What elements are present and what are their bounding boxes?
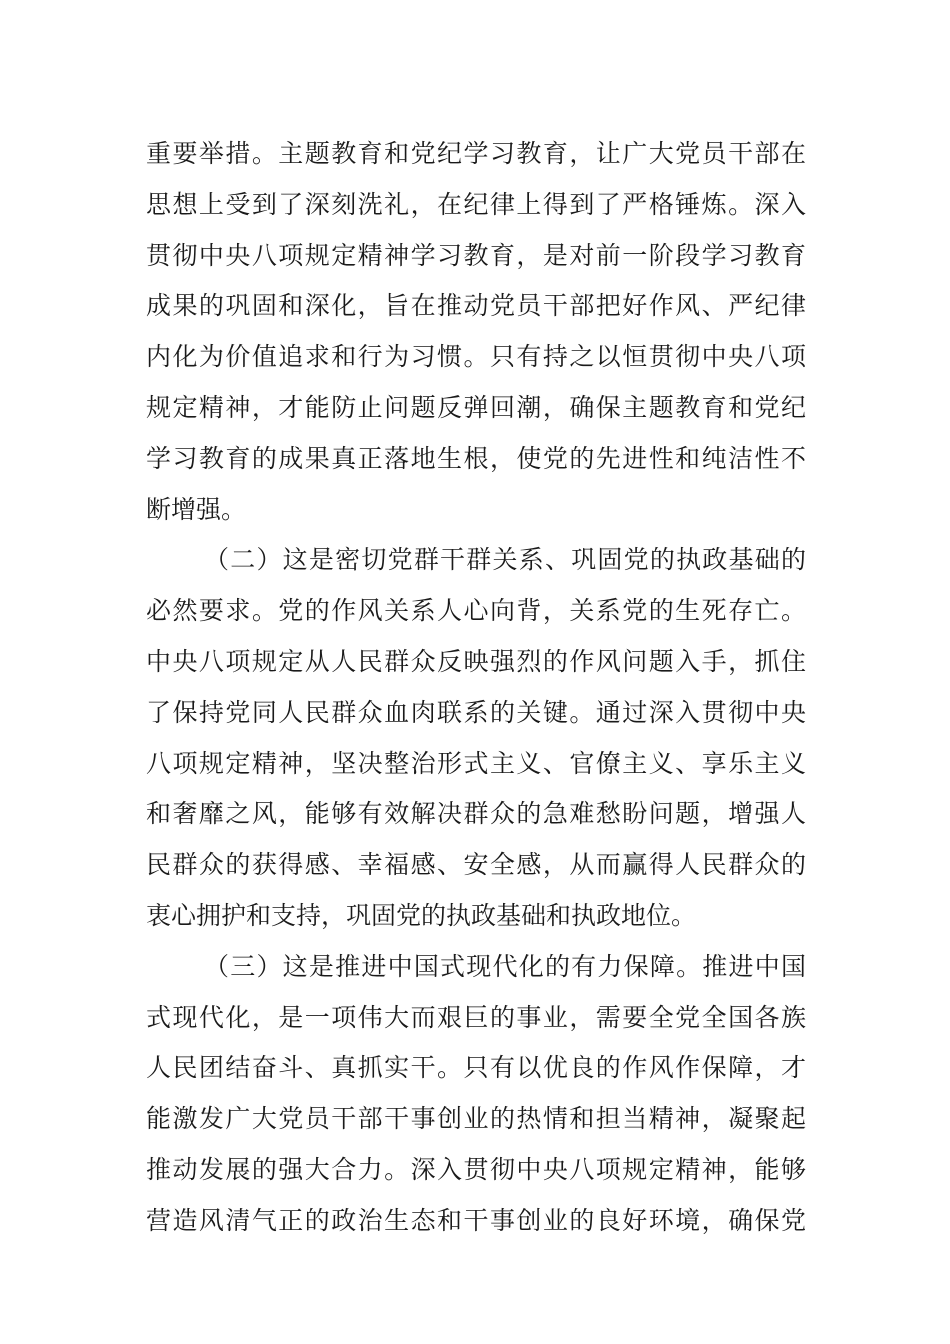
text-line: 必然要求。党的作风关系人心向背，关系党的生死存亡。 [146,596,806,626]
text-line: 学习教育的成果真正落地生根，使党的先进性和纯洁性不 [146,443,806,473]
text-line: 成果的巩固和深化，旨在推动党员干部把好作风、严纪律 [146,291,806,321]
text-line: 中央八项规定从人民群众反映强烈的作风问题入手，抓住 [146,646,806,676]
text-line: 推动发展的强大合力。深入贯彻中央八项规定精神，能够 [146,1154,806,1184]
text-line: 内化为价值追求和行为习惯。只有持之以恒贯彻中央八项 [146,342,806,372]
text-line: 能激发广大党员干部干事创业的热情和担当精神，凝聚起 [146,1104,806,1134]
text-line: 和奢靡之风，能够有效解决群众的急难愁盼问题，增强人 [146,799,806,829]
text-line: 断增强。 [146,494,247,524]
text-line: 人民团结奋斗、真抓实干。只有以优良的作风作保障，才 [146,1053,806,1083]
text-line: 贯彻中央八项规定精神学习教育，是对前一阶段学习教育 [146,240,806,270]
text-line: 民群众的获得感、幸福感、安全感，从而赢得人民群众的 [146,850,806,880]
text-line: 营造风清气正的政治生态和干事创业的良好环境，确保党 [146,1205,806,1235]
document-body [146,131,806,1249]
text-line: 八项规定精神，坚决整治形式主义、官僚主义、享乐主义 [146,748,806,778]
text-line: 了保持党同人民群众血肉联系的关键。通过深入贯彻中央 [146,697,806,727]
text-line: （三）这是推进中国式现代化的有力保障。推进中国 [204,951,806,981]
text-line: 重要举措。主题教育和党纪学习教育，让广大党员干部在 [146,139,806,168]
text-line: 规定精神，才能防止问题反弹回潮，确保主题教育和党纪 [146,392,806,422]
text-line: 式现代化，是一项伟大而艰巨的事业，需要全党全国各族 [146,1002,806,1032]
text-line: （二）这是密切党群干群关系、巩固党的执政基础的 [204,545,806,575]
text-line: 衷心拥护和支持，巩固党的执政基础和执政地位。 [146,900,697,930]
text-line: 思想上受到了深刻洗礼，在纪律上得到了严格锤炼。深入 [146,189,806,219]
